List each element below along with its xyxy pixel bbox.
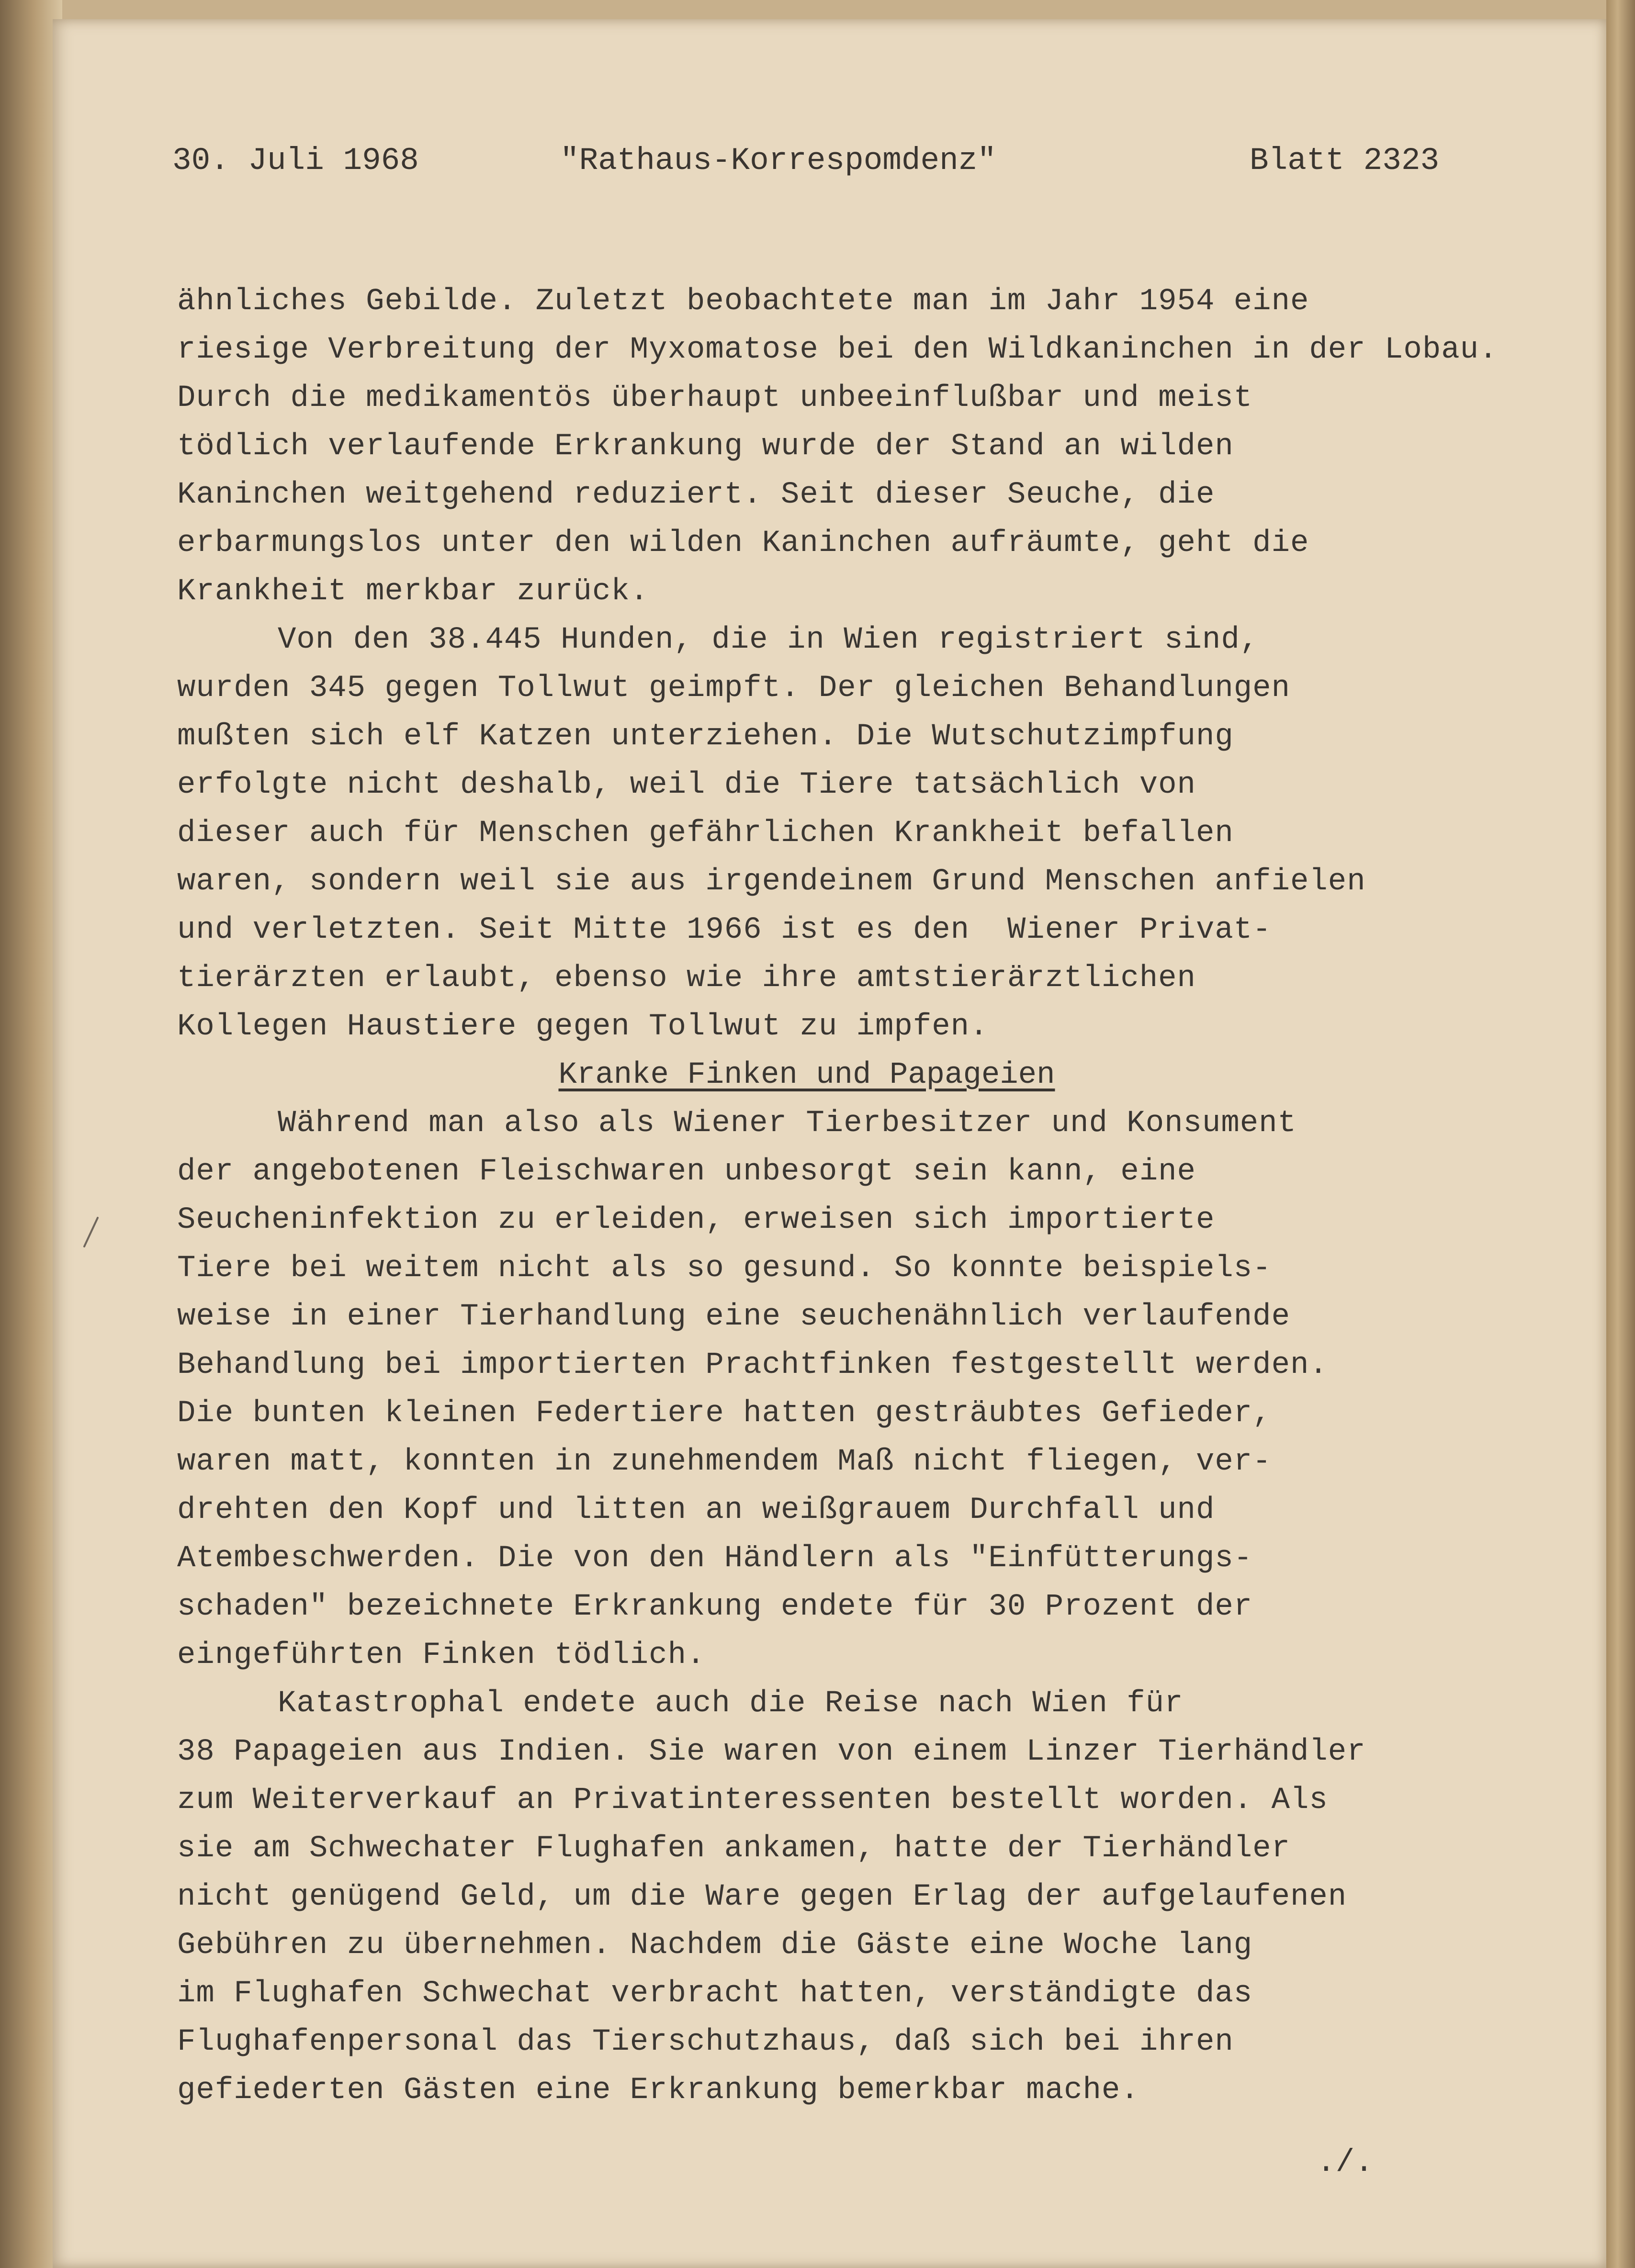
text-line: der angebotenen Fleischwaren unbesorgt sein kann, eine [177,1155,1196,1189]
text-line: wurden 345 gegen Tollwut geimpft. Der gleichen Behandlungen [177,671,1290,706]
text-line: schaden" bezeichnete Erkrankung endete für 30 Prozent der [177,1590,1253,1624]
text-line: erbarmungslos unter den wilden Kaninchen aufräumte, geht die [177,526,1309,561]
text-line: ähnliches Gebilde. Zuletzt beobachtete man im Jahr 1954 eine [177,284,1309,319]
page-edge-right [1606,0,1635,2268]
text-line: Behandlung bei importierten Prachtfinken festgestellt werden. [177,1348,1328,1382]
paragraph-tollwut [177,616,1499,1051]
continuation-mark: ./. [1317,2144,1374,2180]
body-text [177,278,1499,2115]
text-line: Krankheit merkbar zurück. [177,574,649,609]
paragraph-finken [177,1100,1499,1680]
text-line: Die bunten kleinen Federtiere hatten gesträubtes Gefieder, [177,1396,1272,1431]
text-line: im Flughafen Schwechat verbracht hatten, verständigte das [177,1976,1253,2011]
typewritten-page [53,19,1606,2268]
text-line: Während man also als Wiener Tierbesitzer und Konsument [278,1106,1297,1141]
header-date: 30. Juli 1968 [172,143,419,179]
text-line: eingeführten Finken tödlich. [177,1638,706,1673]
pencil-margin-mark [81,1216,101,1249]
text-line: waren matt, konnten in zunehmendem Maß nicht fliegen, ver- [177,1445,1272,1479]
text-line: und verletzten. Seit Mitte 1966 ist es den Wiener Privat- [177,913,1272,947]
paragraph-papageien [177,1680,1499,2115]
header-publication-title: "Rathaus-Korrespomdenz" [560,143,996,179]
text-line: tödlich verlaufende Erkrankung wurde der Stand an wilden [177,429,1234,464]
text-line: Gebühren zu übernehmen. Nachdem die Gäste eine Woche lang [177,1928,1253,1963]
page-header [172,143,1465,195]
text-line: mußten sich elf Katzen unterziehen. Die Wutschutzimpfung [177,719,1234,754]
text-line: Seucheninfektion zu erleiden, erweisen sich importierte [177,1203,1215,1237]
paragraph-myxomatose [177,278,1499,616]
header-sheet-number: Blatt 2323 [1250,143,1440,179]
text-line: Kaninchen weitgehend reduziert. Seit dieser Seuche, die [177,478,1215,512]
text-line: Kollegen Haustiere gegen Tollwut zu impfen. [177,1010,989,1044]
text-line: 38 Papageien aus Indien. Sie waren von einem Linzer Tierhändler [177,1735,1366,1769]
text-line: Flughafenpersonal das Tierschutzhaus, daß sich bei ihren [177,2025,1234,2059]
text-line: tierärzten erlaubt, ebenso wie ihre amtstierärztlichen [177,961,1196,996]
text-line: erfolgte nicht deshalb, weil die Tiere tatsächlich von [177,768,1196,802]
text-line: weise in einer Tierhandlung eine seuchenähnlich verlaufende [177,1300,1290,1334]
section-heading-line [177,1051,1436,1100]
text-line: waren, sondern weil sie aus irgendeinem Grund Menschen anfielen [177,865,1366,899]
text-line: Durch die medikamentös überhaupt unbeeinflußbar und meist [177,381,1253,415]
text-line: Katastrophal endete auch die Reise nach Wien für [278,1686,1184,1721]
text-line: Tiere bei weitem nicht als so gesund. So konnte beispiels- [177,1251,1272,1286]
page-sheet [53,19,1606,2268]
text-line: gefiederten Gästen eine Erkrankung bemerkbar mache. [177,2073,1139,2108]
text-line: riesige Verbreitung der Myxomatose bei den Wildkaninchen in der Lobau. [177,333,1498,367]
text-line: nicht genügend Geld, um die Ware gegen Erlag der aufgelaufenen [177,1880,1347,1914]
text-line: zum Weiterverkauf an Privatinteressenten bestellt worden. Als [177,1783,1328,1818]
text-line: sie am Schwechater Flughafen ankamen, hatte der Tierhändler [177,1831,1290,1866]
text-line: Atembeschwerden. Die von den Händlern als "Einfütterungs- [177,1541,1253,1576]
section-heading: Kranke Finken und Papageien [558,1058,1055,1092]
text-line: dieser auch für Menschen gefährlichen Krankheit befallen [177,816,1234,851]
text-line: Von den 38.445 Hunden, die in Wien registriert sind, [278,623,1259,657]
text-line: drehten den Kopf und litten an weißgrauem Durchfall und [177,1493,1215,1527]
